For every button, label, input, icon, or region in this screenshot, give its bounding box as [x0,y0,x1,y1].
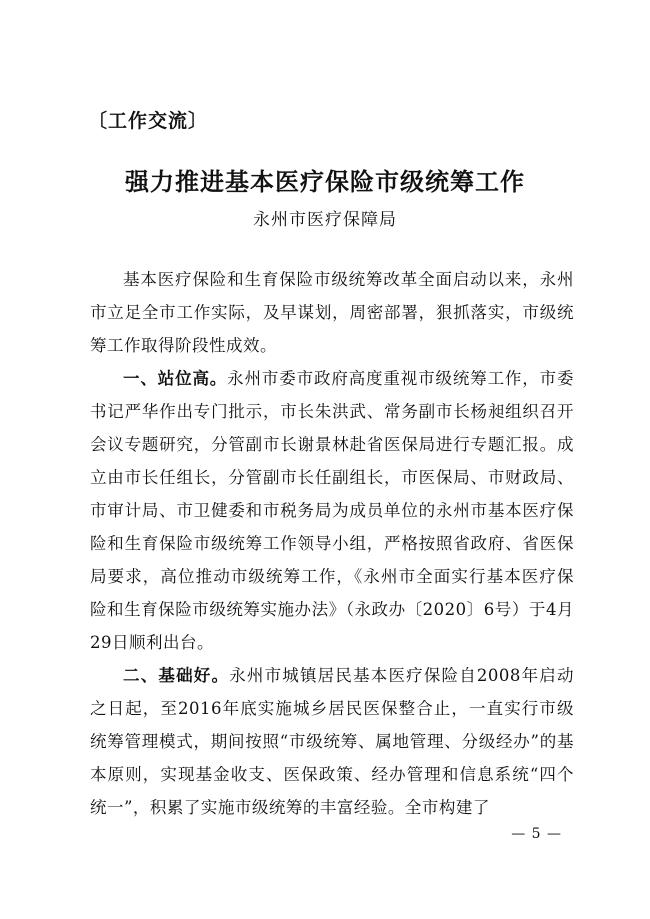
page-number: — 5 — [511,826,562,842]
paragraph-standpoint [90,362,574,659]
paragraph-intro [90,263,574,362]
article-author: 永州市医疗保障局 [253,210,397,230]
paragraph-foundation [90,659,574,824]
article-title: 强力推进基本医疗保险市级统筹工作 [125,168,525,196]
paragraph-heading: 一、站位高。 [123,369,228,388]
paragraph-text: 永州市城镇居民基本医疗保险自2008年启动之日起，至2016年底实施城乡居民医保整合止，一直实行市级统筹管理模式，期间按照“市级统筹、属地管理、分级经办”的基本原则，实现基金收支、医保政策、经办管理和信息系统“四个统一”，积累了实施市级统筹的丰富经验。全市构建了 [90,666,575,817]
paragraph-text: 基本医疗保险和生育保险市级统筹改革全面启动以来，永州市立足全市工作实际，及早谋划，周密部署，狠抓落实，市级统筹工作取得阶段性成效。 [90,270,574,355]
article-body [90,263,574,824]
section-tag: 〔工作交流〕 [88,110,209,132]
paragraph-text: 永州市委市政府高度重视市级统筹工作，市委书记严华作出专门批示，市长朱洪武、常务副市长杨昶组织召开会议专题研究，分管副市长谢景林赴省医保局进行专题汇报。成立由市长任组长，分管副市长任副组长，市医保局、市财政局、市审计局、市卫健委和市税务局为成员单位的永州市基本医疗保险和生育保险市级统筹工作领导小组，严格按照省政府、省医保局要求，高位推动市级统筹工作，《永州市全面实行基本医疗保险和生育保险市级统筹实施办法》（永政办〔2020〕6号）于4月29日顺利出台。 [90,369,575,652]
paragraph-heading: 二、基础好。 [123,666,230,685]
